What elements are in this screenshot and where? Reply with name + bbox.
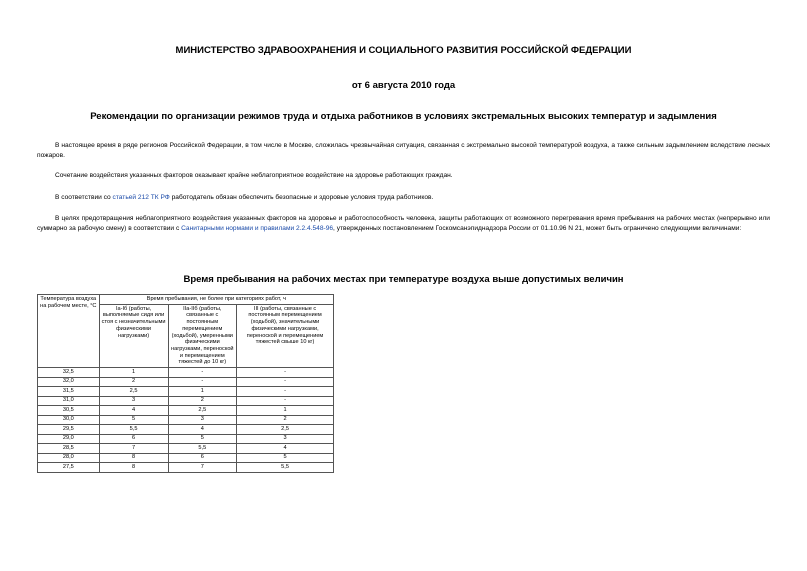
cell-category-iia-iib: -	[168, 368, 237, 378]
header-category-iia-iib: IIа-IIб (работы, связанные с постоянным перемещением (ходьбой), умеренными физическими нагрузками, переноской и перемещением тяжестей до 10 кг)	[168, 304, 237, 367]
table-row	[38, 453, 334, 463]
cell-category-iii: -	[237, 396, 334, 406]
header-category-iii: III (работы, связанные с постоянным перемещением (ходьбой), значительными физическими нагрузками, переноской и перемещением тяжестей свыше 10 кг)	[237, 304, 334, 367]
cell-category-ia-ib: 7	[99, 444, 168, 454]
cell-category-ia-ib: 2	[99, 377, 168, 387]
cell-category-iia-iib: 4	[168, 425, 237, 435]
cell-category-iia-iib: 1	[168, 387, 237, 397]
paragraph-1: В настоящее время в ряде регионов Российской Федерации, в том числе в Москве, сложилась чрезвычайная ситуация, связанная с экстремально высокой температурой воздуха, а также сильным задымлением вследствие лесных пожаров.	[37, 142, 770, 159]
cell-category-iii: 4	[237, 444, 334, 454]
document-title: Рекомендации по организации режимов труда и отдыха работников в условиях экстремальных высоких температур и задымления	[90, 111, 717, 122]
cell-temperature: 29,5	[38, 425, 100, 435]
cell-category-iii: -	[237, 368, 334, 378]
table-row	[38, 415, 334, 425]
table-title: Время пребывания на рабочих местах при температуре воздуха выше допустимых величин	[183, 274, 624, 285]
cell-temperature: 30,5	[38, 406, 100, 416]
cell-category-iii: 2	[237, 415, 334, 425]
cell-category-iia-iib: 5,5	[168, 444, 237, 454]
cell-category-iii: 1	[237, 406, 334, 416]
cell-temperature: 29,0	[38, 434, 100, 444]
table-row	[38, 368, 334, 378]
cell-category-iia-iib: -	[168, 377, 237, 387]
cell-category-ia-ib: 5	[99, 415, 168, 425]
cell-temperature: 28,0	[38, 453, 100, 463]
table-row	[38, 444, 334, 454]
cell-category-iii: 3	[237, 434, 334, 444]
paragraph-2: Сочетание воздействия указанных факторов оказывает крайне неблагоприятное воздействие на здоровье работающих граждан.	[55, 172, 453, 179]
header-exposure-time: Время пребывания, не более при категориях работ, ч	[99, 295, 333, 305]
table-row	[38, 425, 334, 435]
cell-temperature: 31,5	[38, 387, 100, 397]
cell-temperature: 31,0	[38, 396, 100, 406]
table-row	[38, 387, 334, 397]
cell-category-iia-iib: 2,5	[168, 406, 237, 416]
cell-category-ia-ib: 6	[99, 434, 168, 444]
cell-category-iii: -	[237, 387, 334, 397]
table-row	[38, 396, 334, 406]
exposure-time-table	[37, 294, 334, 473]
paragraph-3	[37, 193, 770, 203]
cell-category-iii: 2,5	[237, 425, 334, 435]
paragraph-4	[37, 214, 770, 233]
cell-category-iia-iib: 2	[168, 396, 237, 406]
paragraph-3-text-before: В соответствии со	[55, 194, 113, 201]
table-row	[38, 377, 334, 387]
labor-code-article-link[interactable]: статьей 212 ТК РФ	[112, 194, 170, 201]
header-category-ia-ib: Iа-Iб (работы, выполняемые сидя или стоя с незначительными физическими нагрузками)	[99, 304, 168, 367]
table-row	[38, 434, 334, 444]
cell-category-ia-ib: 4	[99, 406, 168, 416]
cell-category-iia-iib: 7	[168, 463, 237, 473]
header-temperature: Температура воздуха на рабочем месте, °С	[38, 295, 100, 368]
cell-temperature: 27,5	[38, 463, 100, 473]
cell-category-ia-ib: 8	[99, 453, 168, 463]
cell-category-iia-iib: 6	[168, 453, 237, 463]
paragraph-4-text-after: , утвержденных постановлением Госкомсанэпиднадзора России от 01.10.96 N 21, может быть ограничено следующими величинами:	[333, 224, 742, 232]
cell-category-ia-ib: 1	[99, 368, 168, 378]
cell-category-ia-ib: 5,5	[99, 425, 168, 435]
cell-category-iia-iib: 3	[168, 415, 237, 425]
cell-temperature: 28,5	[38, 444, 100, 454]
paragraph-3-text-after: работодатель обязан обеспечить безопасные и здоровые условия труда работников.	[169, 194, 434, 201]
table-row	[38, 406, 334, 416]
document-date: от 6 августа 2010 года	[351, 80, 456, 91]
cell-temperature: 32,0	[38, 377, 100, 387]
cell-category-ia-ib: 3	[99, 396, 168, 406]
paragraph-4-text-before: В целях предотвращения неблагоприятного воздействия указанных факторов на здоровье и работоспособность человека, защиты работающих от возможного перегревания время пребывания на рабочих местах (непрерывно или суммарно за рабочую смену) в соответствии с	[37, 215, 770, 232]
ministry-heading: МИНИСТЕРСТВО ЗДРАВООХРАНЕНИЯ И СОЦИАЛЬНОГО РАЗВИТИЯ РОССИЙСКОЙ ФЕДЕРАЦИИ	[175, 45, 632, 56]
cell-category-ia-ib: 2,5	[99, 387, 168, 397]
cell-temperature: 30,0	[38, 415, 100, 425]
cell-category-iii: 5,5	[237, 463, 334, 473]
cell-category-iii: -	[237, 377, 334, 387]
table-row	[38, 463, 334, 473]
cell-category-iii: 5	[237, 453, 334, 463]
table-header-row	[38, 295, 334, 305]
cell-category-ia-ib: 8	[99, 463, 168, 473]
cell-category-iia-iib: 5	[168, 434, 237, 444]
cell-temperature: 32,5	[38, 368, 100, 378]
sanitary-norms-link[interactable]: Санитарными нормами и правилами 2.2.4.548-96	[181, 224, 334, 232]
